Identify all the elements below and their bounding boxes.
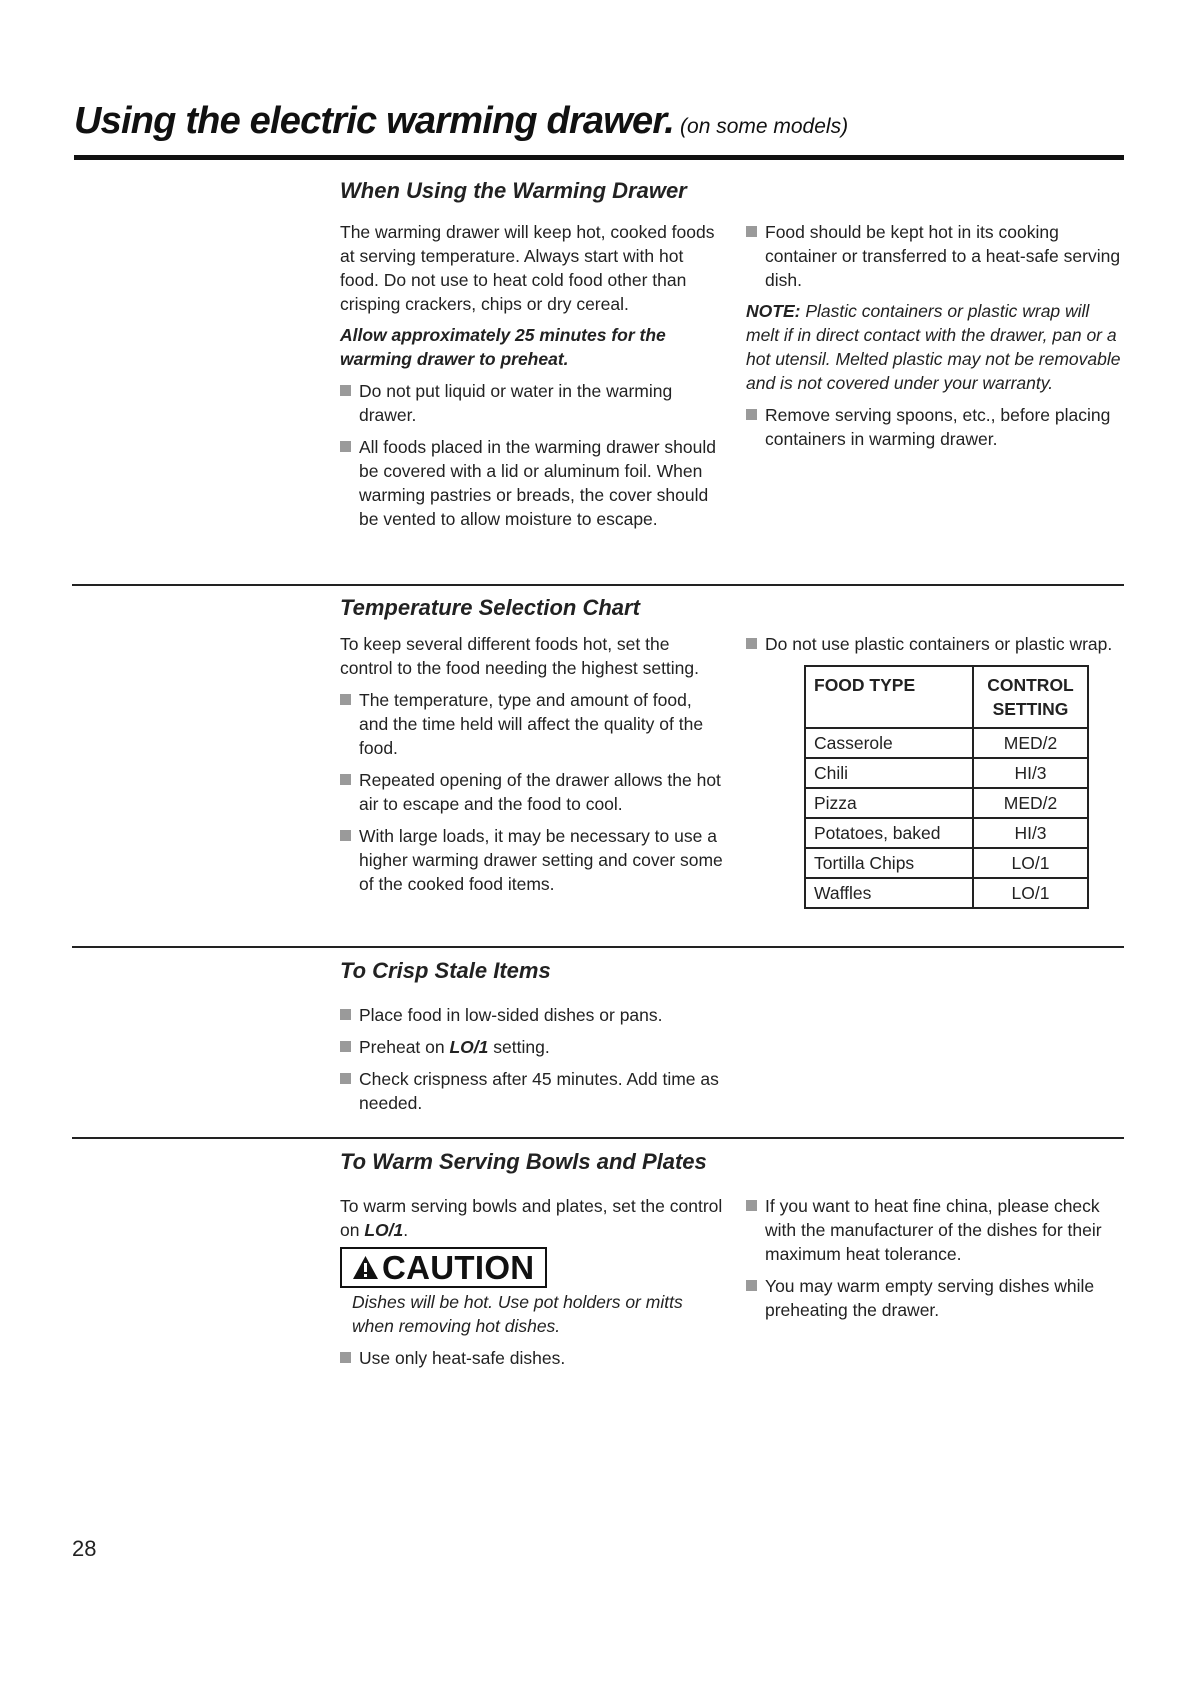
section4-right-bullets bbox=[746, 1194, 1124, 1322]
list-item bbox=[340, 435, 722, 531]
section-heading-warming-drawer: When Using the Warming Drawer bbox=[340, 178, 687, 203]
bullet-square-icon bbox=[340, 1073, 351, 1084]
section1-left-bullets bbox=[340, 379, 722, 531]
bullet-text: Check crispness after 45 minutes. Add time as needed. bbox=[359, 1069, 719, 1113]
control-setting-cell: HI/3 bbox=[973, 818, 1088, 848]
bullet-square-icon bbox=[340, 1352, 351, 1363]
section-heading-temperature-chart: Temperature Selection Chart bbox=[340, 595, 640, 620]
bullet-square-icon bbox=[340, 694, 351, 705]
list-item bbox=[340, 1003, 725, 1027]
bullet-text: Food should be kept hot in its cooking container or transferred to a heat-safe serving dish. bbox=[765, 222, 1121, 290]
intro-text-post: . bbox=[403, 1220, 409, 1240]
table-row bbox=[805, 848, 1088, 878]
food-type-cell: Chili bbox=[805, 758, 973, 788]
section2-left-column bbox=[340, 632, 725, 904]
bullet-text: The temperature, type and amount of food, and the time held will affect the quality of the food. bbox=[359, 690, 704, 758]
food-type-cell: Waffles bbox=[805, 878, 973, 908]
bullet-square-icon bbox=[340, 1009, 351, 1020]
table-header-row bbox=[805, 666, 1088, 728]
section1-right-bullets-a bbox=[746, 220, 1124, 292]
control-setting-cell: LO/1 bbox=[973, 848, 1088, 878]
list-item bbox=[340, 688, 725, 760]
section-divider bbox=[72, 1137, 1124, 1139]
table-row bbox=[805, 818, 1088, 848]
plastic-note bbox=[746, 299, 1124, 395]
table-row bbox=[805, 788, 1088, 818]
section2-intro: To keep several different foods hot, set the control to the food needing the highest setting. bbox=[340, 634, 700, 678]
bullet-square-icon bbox=[746, 226, 757, 237]
section-divider bbox=[72, 584, 1124, 586]
bullet-text: Use only heat-safe dishes. bbox=[359, 1348, 566, 1368]
bullet-text: Repeated opening of the drawer allows the hot air to escape and the food to cool. bbox=[359, 770, 721, 814]
bullet-text-post: setting. bbox=[488, 1037, 550, 1057]
section-divider bbox=[72, 946, 1124, 948]
bullet-text-pre: Preheat on bbox=[359, 1037, 450, 1057]
section-heading-warm-serving-bowls: To Warm Serving Bowls and Plates bbox=[340, 1149, 707, 1174]
list-item bbox=[340, 1067, 725, 1115]
bullet-square-icon bbox=[340, 774, 351, 785]
list-item bbox=[746, 1274, 1124, 1322]
caution-box bbox=[340, 1247, 547, 1288]
bullet-square-icon bbox=[746, 638, 757, 649]
section1-left-column bbox=[340, 220, 722, 539]
list-item bbox=[746, 403, 1124, 451]
column-header-control-setting: CONTROL SETTING bbox=[973, 666, 1088, 728]
bullet-square-icon bbox=[340, 385, 351, 396]
bullet-text: Do not use plastic containers or plastic wrap. bbox=[765, 634, 1113, 654]
bullet-text: You may warm empty serving dishes while preheating the drawer. bbox=[765, 1276, 1095, 1320]
note-label: NOTE: bbox=[746, 301, 801, 321]
section3-bullets bbox=[340, 1003, 725, 1115]
bullet-text: All foods placed in the warming drawer should be covered with a lid or aluminum foil. When warming pastries or breads, the cover should be vented to allow moisture to escape. bbox=[359, 437, 716, 529]
table-row bbox=[805, 878, 1088, 908]
bullet-square-icon bbox=[746, 1200, 757, 1211]
bullet-text: Do not put liquid or water in the warming drawer. bbox=[359, 381, 673, 425]
control-setting-cell: HI/3 bbox=[973, 758, 1088, 788]
column-header-food-type: FOOD TYPE bbox=[805, 666, 973, 728]
section1-right-column bbox=[746, 220, 1124, 459]
section4-left-column bbox=[340, 1194, 725, 1378]
section2-left-bullets bbox=[340, 688, 725, 896]
table-row bbox=[805, 758, 1088, 788]
list-item bbox=[746, 220, 1124, 292]
setting-lo1: LO/1 bbox=[449, 1037, 489, 1057]
page-subtitle: (on some models) bbox=[680, 115, 849, 138]
page-title-text: Using the electric warming drawer. bbox=[74, 100, 675, 142]
food-type-cell: Tortilla Chips bbox=[805, 848, 973, 878]
list-item bbox=[340, 824, 725, 896]
list-item bbox=[340, 1346, 725, 1370]
list-item bbox=[340, 768, 725, 816]
section4-right-column bbox=[746, 1194, 1124, 1330]
section-heading-crisp-stale-items: To Crisp Stale Items bbox=[340, 958, 551, 983]
intro-text-pre: To warm serving bowls and plates, set the control on bbox=[340, 1196, 723, 1240]
list-item bbox=[746, 1194, 1124, 1266]
bullet-square-icon bbox=[340, 441, 351, 452]
bullet-square-icon bbox=[746, 1280, 757, 1291]
food-type-cell: Pizza bbox=[805, 788, 973, 818]
bullet-text: Remove serving spoons, etc., before placing containers in warming drawer. bbox=[765, 405, 1111, 449]
setting-lo1: LO/1 bbox=[364, 1220, 404, 1240]
control-setting-cell: MED/2 bbox=[973, 728, 1088, 758]
list-item bbox=[340, 379, 722, 427]
list-item bbox=[746, 632, 1126, 656]
bullet-square-icon bbox=[340, 830, 351, 841]
section2-right-column bbox=[746, 632, 1126, 664]
bullet-square-icon bbox=[746, 409, 757, 420]
temperature-selection-table bbox=[804, 665, 1089, 909]
page-number: 28 bbox=[72, 1536, 97, 1561]
preheat-note: Allow approximately 25 minutes for the warming drawer to preheat. bbox=[340, 325, 666, 369]
section4-left-bullets bbox=[340, 1346, 725, 1370]
food-type-cell: Casserole bbox=[805, 728, 973, 758]
bullet-square-icon bbox=[340, 1041, 351, 1052]
caution-label: CAUTION bbox=[382, 1249, 535, 1286]
list-item bbox=[340, 1035, 725, 1059]
section1-intro: The warming drawer will keep hot, cooked foods at serving temperature. Always start with hot food. Do not use to heat cold food other than crisping crackers, chips or dry cereal. bbox=[340, 222, 715, 314]
bullet-text: If you want to heat fine china, please check with the manufacturer of the dishes for their maximum heat tolerance. bbox=[765, 1196, 1102, 1264]
page-title bbox=[74, 100, 848, 143]
table-row bbox=[805, 728, 1088, 758]
control-setting-cell: MED/2 bbox=[973, 788, 1088, 818]
control-setting-cell: LO/1 bbox=[973, 878, 1088, 908]
section4-intro bbox=[340, 1194, 725, 1242]
title-rule bbox=[74, 155, 1124, 160]
bullet-text: With large loads, it may be necessary to use a higher warming drawer setting and cover some of the cooked food items. bbox=[359, 826, 723, 894]
section3-column bbox=[340, 1003, 725, 1123]
section2-right-bullets bbox=[746, 632, 1126, 656]
warning-triangle-icon bbox=[352, 1255, 379, 1280]
bullet-text: Place food in low-sided dishes or pans. bbox=[359, 1005, 663, 1025]
section1-right-bullets-b bbox=[746, 403, 1124, 451]
food-type-cell: Potatoes, baked bbox=[805, 818, 973, 848]
caution-text: Dishes will be hot. Use pot holders or mitts when removing hot dishes. bbox=[352, 1292, 683, 1336]
note-text: Plastic containers or plastic wrap will melt if in direct contact with the drawer, pan or a hot utensil. Melted plastic may not be removable and is not covered under your warranty. bbox=[746, 301, 1121, 393]
